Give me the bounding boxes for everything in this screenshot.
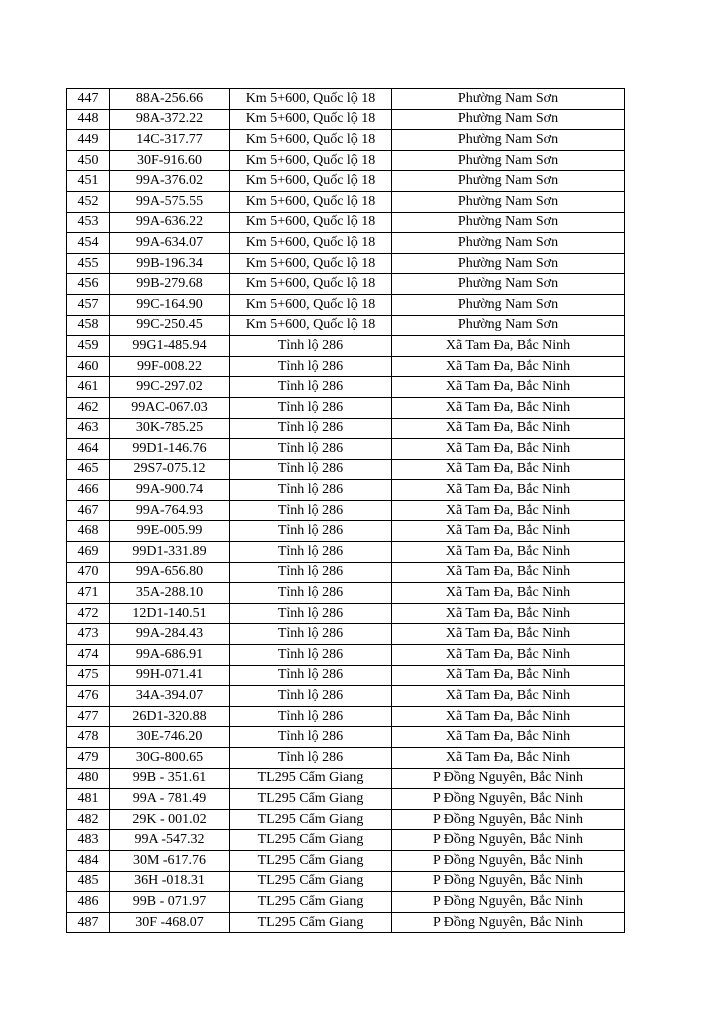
row-number-cell: 472 [67,603,110,624]
row-number-cell: 480 [67,768,110,789]
area-cell: Xã Tam Đa, Bắc Ninh [392,624,625,645]
row-number-cell: 481 [67,789,110,810]
license-plate-cell: 99A-656.80 [110,562,230,583]
table-row [67,521,625,542]
violation-table [66,88,625,933]
table-row [67,89,625,110]
location-cell: TL295 Cẩm Giang [230,830,392,851]
table-row [67,500,625,521]
area-cell: P Đồng Nguyên, Bắc Ninh [392,912,625,933]
area-cell: P Đồng Nguyên, Bắc Ninh [392,768,625,789]
area-cell: Xã Tam Đa, Bắc Ninh [392,377,625,398]
license-plate-cell: 30F-916.60 [110,150,230,171]
location-cell: Tỉnh lộ 286 [230,603,392,624]
location-cell: Km 5+600, Quốc lộ 18 [230,109,392,130]
table-row [67,233,625,254]
table-row [67,294,625,315]
row-number-cell: 447 [67,89,110,110]
area-cell: P Đồng Nguyên, Bắc Ninh [392,850,625,871]
location-cell: Tỉnh lộ 286 [230,542,392,563]
area-cell: P Đồng Nguyên, Bắc Ninh [392,830,625,851]
location-cell: TL295 Cẩm Giang [230,892,392,913]
row-number-cell: 451 [67,171,110,192]
table-row [67,480,625,501]
area-cell: Phường Nam Sơn [392,191,625,212]
license-plate-cell: 99A-764.93 [110,500,230,521]
row-number-cell: 483 [67,830,110,851]
row-number-cell: 470 [67,562,110,583]
area-cell: P Đồng Nguyên, Bắc Ninh [392,809,625,830]
license-plate-cell: 99A-900.74 [110,480,230,501]
area-cell: Xã Tam Đa, Bắc Ninh [392,706,625,727]
license-plate-cell: 36H -018.31 [110,871,230,892]
location-cell: Tỉnh lộ 286 [230,727,392,748]
table-row [67,686,625,707]
table-row [67,459,625,480]
table-row [67,912,625,933]
location-cell: TL295 Cẩm Giang [230,809,392,830]
location-cell: Tỉnh lộ 286 [230,356,392,377]
location-cell: Tỉnh lộ 286 [230,562,392,583]
row-number-cell: 469 [67,542,110,563]
area-cell: Phường Nam Sơn [392,294,625,315]
license-plate-cell: 88A-256.66 [110,89,230,110]
area-cell: Xã Tam Đa, Bắc Ninh [392,686,625,707]
row-number-cell: 486 [67,892,110,913]
table-row [67,315,625,336]
license-plate-cell: 30M -617.76 [110,850,230,871]
area-cell: Phường Nam Sơn [392,212,625,233]
table-row [67,789,625,810]
license-plate-cell: 30K-785.25 [110,418,230,439]
location-cell: TL295 Cẩm Giang [230,768,392,789]
table-row [67,665,625,686]
area-cell: Xã Tam Đa, Bắc Ninh [392,336,625,357]
license-plate-cell: 29K - 001.02 [110,809,230,830]
license-plate-cell: 99A-284.43 [110,624,230,645]
area-cell: Xã Tam Đa, Bắc Ninh [392,397,625,418]
license-plate-cell: 99B-196.34 [110,253,230,274]
location-cell: Km 5+600, Quốc lộ 18 [230,89,392,110]
area-cell: Xã Tam Đa, Bắc Ninh [392,665,625,686]
location-cell: Tỉnh lộ 286 [230,439,392,460]
table-row [67,542,625,563]
area-cell: Xã Tam Đa, Bắc Ninh [392,748,625,769]
location-cell: TL295 Cẩm Giang [230,912,392,933]
area-cell: Phường Nam Sơn [392,109,625,130]
location-cell: TL295 Cẩm Giang [230,850,392,871]
area-cell: Xã Tam Đa, Bắc Ninh [392,727,625,748]
area-cell: Xã Tam Đa, Bắc Ninh [392,645,625,666]
row-number-cell: 487 [67,912,110,933]
license-plate-cell: 99A-634.07 [110,233,230,254]
table-row [67,191,625,212]
location-cell: Tỉnh lộ 286 [230,480,392,501]
license-plate-cell: 99A - 781.49 [110,789,230,810]
location-cell: Km 5+600, Quốc lộ 18 [230,212,392,233]
license-plate-cell: 99C-250.45 [110,315,230,336]
table-row [67,439,625,460]
location-cell: Tỉnh lộ 286 [230,583,392,604]
location-cell: Tỉnh lộ 286 [230,459,392,480]
row-number-cell: 485 [67,871,110,892]
row-number-cell: 453 [67,212,110,233]
location-cell: Km 5+600, Quốc lộ 18 [230,150,392,171]
location-cell: Tỉnh lộ 286 [230,500,392,521]
license-plate-cell: 34A-394.07 [110,686,230,707]
license-plate-cell: 99C-297.02 [110,377,230,398]
license-plate-cell: 12D1-140.51 [110,603,230,624]
area-cell: P Đồng Nguyên, Bắc Ninh [392,871,625,892]
row-number-cell: 465 [67,459,110,480]
license-plate-cell: 99B - 351.61 [110,768,230,789]
table-row [67,871,625,892]
table-row [67,356,625,377]
location-cell: Tỉnh lộ 286 [230,418,392,439]
table-row [67,830,625,851]
license-plate-cell: 99A-376.02 [110,171,230,192]
location-cell: Tỉnh lộ 286 [230,397,392,418]
table-row [67,336,625,357]
license-plate-cell: 99E-005.99 [110,521,230,542]
area-cell: P Đồng Nguyên, Bắc Ninh [392,892,625,913]
license-plate-cell: 30E-746.20 [110,727,230,748]
table-row [67,212,625,233]
table-row [67,377,625,398]
location-cell: Km 5+600, Quốc lộ 18 [230,274,392,295]
table-row [67,624,625,645]
location-cell: Km 5+600, Quốc lộ 18 [230,130,392,151]
table-row [67,603,625,624]
row-number-cell: 455 [67,253,110,274]
license-plate-cell: 99D1-146.76 [110,439,230,460]
table-row [67,809,625,830]
table-row [67,130,625,151]
location-cell: Km 5+600, Quốc lộ 18 [230,171,392,192]
table-row [67,274,625,295]
location-cell: Tỉnh lộ 286 [230,665,392,686]
area-cell: Xã Tam Đa, Bắc Ninh [392,418,625,439]
row-number-cell: 461 [67,377,110,398]
area-cell: Xã Tam Đa, Bắc Ninh [392,521,625,542]
location-cell: Tỉnh lộ 286 [230,686,392,707]
license-plate-cell: 99B - 071.97 [110,892,230,913]
location-cell: TL295 Cẩm Giang [230,871,392,892]
license-plate-cell: 99C-164.90 [110,294,230,315]
license-plate-cell: 99A-636.22 [110,212,230,233]
row-number-cell: 464 [67,439,110,460]
area-cell: Xã Tam Đa, Bắc Ninh [392,439,625,460]
row-number-cell: 457 [67,294,110,315]
table-row [67,109,625,130]
area-cell: Phường Nam Sơn [392,315,625,336]
location-cell: Tỉnh lộ 286 [230,645,392,666]
table-row [67,150,625,171]
row-number-cell: 454 [67,233,110,254]
area-cell: Xã Tam Đa, Bắc Ninh [392,583,625,604]
row-number-cell: 471 [67,583,110,604]
row-number-cell: 476 [67,686,110,707]
area-cell: Phường Nam Sơn [392,150,625,171]
location-cell: Km 5+600, Quốc lộ 18 [230,233,392,254]
license-plate-cell: 99AC-067.03 [110,397,230,418]
license-plate-cell: 35A-288.10 [110,583,230,604]
area-cell: Xã Tam Đa, Bắc Ninh [392,459,625,480]
area-cell: Xã Tam Đa, Bắc Ninh [392,562,625,583]
location-cell: Km 5+600, Quốc lộ 18 [230,315,392,336]
table-row [67,768,625,789]
license-plate-cell: 99A-686.91 [110,645,230,666]
row-number-cell: 468 [67,521,110,542]
table-row [67,850,625,871]
row-number-cell: 479 [67,748,110,769]
row-number-cell: 459 [67,336,110,357]
location-cell: Tỉnh lộ 286 [230,748,392,769]
license-plate-cell: 30F -468.07 [110,912,230,933]
row-number-cell: 450 [67,150,110,171]
row-number-cell: 478 [67,727,110,748]
license-plate-cell: 26D1-320.88 [110,706,230,727]
violation-table-body [67,89,625,933]
table-row [67,562,625,583]
table-row [67,892,625,913]
license-plate-cell: 98A-372.22 [110,109,230,130]
row-number-cell: 462 [67,397,110,418]
table-row [67,253,625,274]
license-plate-cell: 99A -547.32 [110,830,230,851]
row-number-cell: 473 [67,624,110,645]
table-row [67,748,625,769]
area-cell: Xã Tam Đa, Bắc Ninh [392,480,625,501]
row-number-cell: 467 [67,500,110,521]
location-cell: Km 5+600, Quốc lộ 18 [230,191,392,212]
license-plate-cell: 29S7-075.12 [110,459,230,480]
table-row [67,397,625,418]
area-cell: Phường Nam Sơn [392,253,625,274]
table-row [67,706,625,727]
row-number-cell: 460 [67,356,110,377]
table-row [67,171,625,192]
license-plate-cell: 99G1-485.94 [110,336,230,357]
table-row [67,727,625,748]
area-cell: Phường Nam Sơn [392,233,625,254]
row-number-cell: 452 [67,191,110,212]
row-number-cell: 482 [67,809,110,830]
license-plate-cell: 30G-800.65 [110,748,230,769]
row-number-cell: 477 [67,706,110,727]
area-cell: Xã Tam Đa, Bắc Ninh [392,603,625,624]
row-number-cell: 448 [67,109,110,130]
row-number-cell: 474 [67,645,110,666]
location-cell: Tỉnh lộ 286 [230,336,392,357]
location-cell: Tỉnh lộ 286 [230,624,392,645]
table-row [67,645,625,666]
license-plate-cell: 99F-008.22 [110,356,230,377]
row-number-cell: 456 [67,274,110,295]
area-cell: Phường Nam Sơn [392,274,625,295]
location-cell: Km 5+600, Quốc lộ 18 [230,253,392,274]
area-cell: Phường Nam Sơn [392,89,625,110]
location-cell: Tỉnh lộ 286 [230,377,392,398]
area-cell: Xã Tam Đa, Bắc Ninh [392,542,625,563]
row-number-cell: 466 [67,480,110,501]
table-row [67,583,625,604]
location-cell: Km 5+600, Quốc lộ 18 [230,294,392,315]
area-cell: Phường Nam Sơn [392,130,625,151]
row-number-cell: 458 [67,315,110,336]
row-number-cell: 449 [67,130,110,151]
area-cell: P Đồng Nguyên, Bắc Ninh [392,789,625,810]
area-cell: Phường Nam Sơn [392,171,625,192]
license-plate-cell: 99H-071.41 [110,665,230,686]
location-cell: TL295 Cẩm Giang [230,789,392,810]
row-number-cell: 484 [67,850,110,871]
area-cell: Xã Tam Đa, Bắc Ninh [392,500,625,521]
license-plate-cell: 99D1-331.89 [110,542,230,563]
area-cell: Xã Tam Đa, Bắc Ninh [392,356,625,377]
license-plate-cell: 14C-317.77 [110,130,230,151]
row-number-cell: 475 [67,665,110,686]
license-plate-cell: 99A-575.55 [110,191,230,212]
license-plate-cell: 99B-279.68 [110,274,230,295]
table-row [67,418,625,439]
row-number-cell: 463 [67,418,110,439]
location-cell: Tỉnh lộ 286 [230,521,392,542]
location-cell: Tỉnh lộ 286 [230,706,392,727]
